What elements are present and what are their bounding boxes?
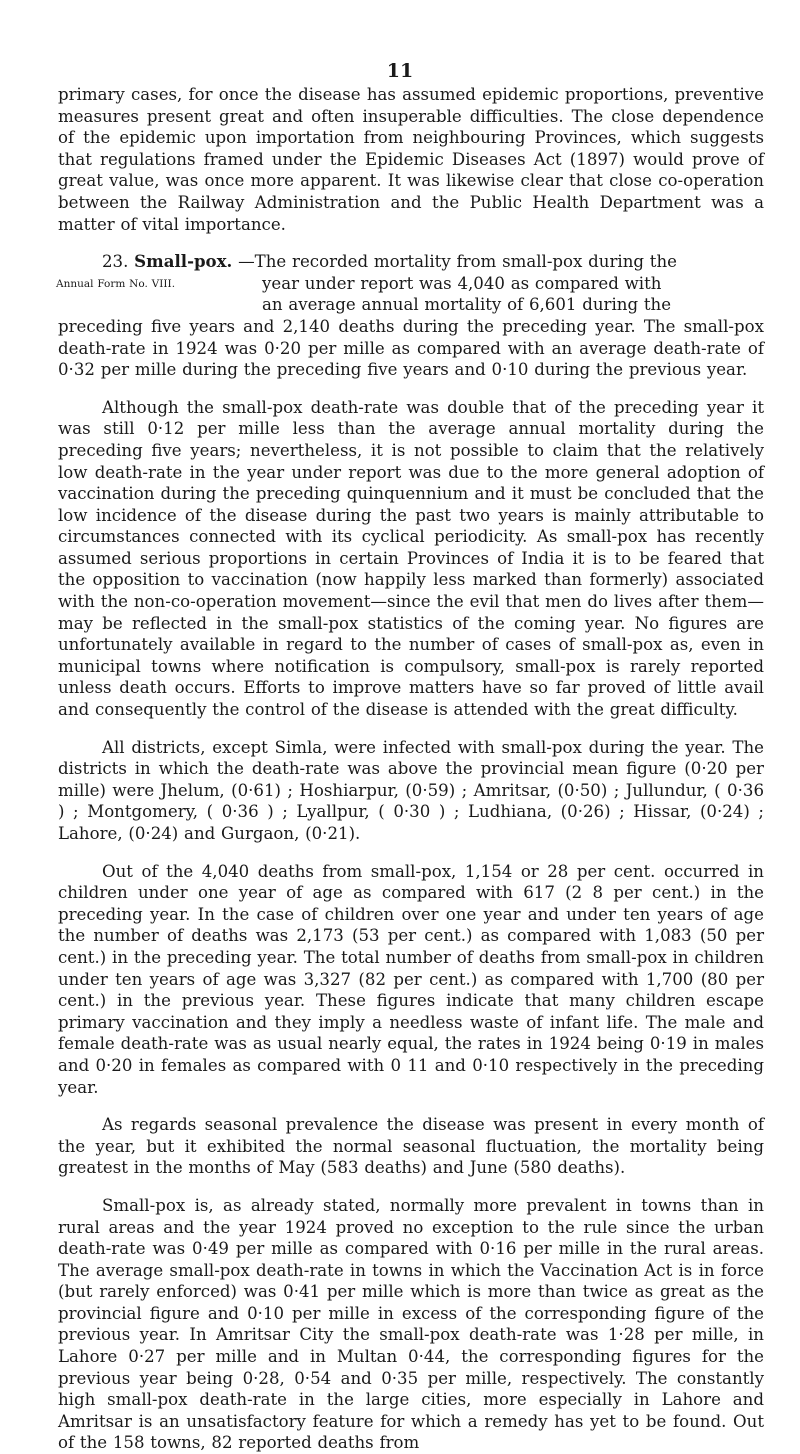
page-number: 11 [386, 60, 414, 82]
paragraph-child-deaths: Out of the 4,040 deaths from small-pox, 1,154 or 28 per cent. occurred in children under one year of age as compared with 617 (2 8 per cent.) in the preceding year. In the case of children over one year and under ten years of age the number of deaths was 2,173 (53 per cent.) as compared with 1,083 (50 per cent.) in the preceding year. The total number of deaths from small-pox in children under ten years of age was 3,327 (82 per cent.) as compared with 1,700 (80 per cent.) in the previous year. These figures indicate that many children escape primary vaccination and they imply a needless waste of infant life. The male and female death-rate was as usual nearly equal, the rates in 1924 being 0·19 in males and 0·20 in females as compared with 0 11 and 0·10 respectively in the preceding year. [58, 861, 764, 1097]
section-number: 23. [102, 252, 129, 272]
paragraph-gap [58, 721, 764, 737]
section-heading: Small-pox. [134, 251, 233, 272]
section-23-line-2: year under report was 4,040 as compared with [262, 273, 662, 293]
paragraph-seasonal-prevalence: As regards seasonal prevalence the disease was present in every month of the year, but it exhibited the normal seasonal fluctuation, the mortality being greatest in the months of May (583 deaths) and June (580 deaths). [58, 1115, 764, 1178]
paragraph-gap [58, 845, 764, 861]
section-23-body: preceding five years and 2,140 deaths during the preceding year. The small-pox death-rate in 1924 was 0·20 per mille as compared with an average death-rate of 0·32 per mille during the preceding five years and 0·10 during the previous year. [58, 316, 764, 380]
section-23-line-1-text: —The recorded mortality from small-pox during the [232, 252, 677, 272]
paragraph-death-rate-analysis: Although the small-pox death-rate was double that of the preceding year it was still 0·12 per mille less than the average annual mortality during the preceding five years; nevertheless, it is not possible to claim that the relatively low death-rate in the year under report was due to the more general adoption of vaccination during the preceding quinquennium and it must be concluded that the low incidence of the disease during the past two years is mainly attributable to circumstances connected with its cyclical periodicity. As small-pox has recently assumed serious proportions in certain Provinces of India it is to be feared that the opposition to vaccination (now happily less marked than formerly) associated with the non-co-operation movement—since the evil that men do lives after them—may be reflected in the small-pox statistics of the coming year. No figures are unfortunately available in regard to the number of cases of small-pox as, even in municipal towns where notification is compulsory, small-pox is rarely reported unless death occurs. Efforts to improve matters have so far proved of little avail and consequently the control of the disease is attended with the great difficulty. [58, 397, 764, 720]
paragraph-urban-rural: Small-pox is, as already stated, normally more prevalent in towns than in rural areas and the year 1924 proved no exception to the rule since the urban death-rate was 0·49 per mille as compared with 0·16 per mille in the rural areas. The average small-pox death-rate in towns in which the Vaccination Act is in force (but rarely enforced) was 0·41 per mille which is more than twice as great as the provincial figure and 0·10 per mille in excess of the corresponding figure of the previous year. In Amritsar City the small-pox death-rate was 1·28 per mille, in Lahore 0·27 per mille and in Multan 0·44, the corresponding figures for the previous year being 0·28, 0·54 and 0·35 per mille, respectively. The constantly high small-pox death-rate in the large cities, more especially in Lahore and Amritsar is an unsatisfactory feature for which a remedy has yet to be found. Out of the 158 towns, 82 reported deaths from [58, 1195, 764, 1453]
body-text [58, 84, 764, 1454]
paragraph-gap [58, 235, 764, 251]
paragraph-districts-infected: All districts, except Simla, were infected with small-pox during the year. The districts in which the death-rate was above the provincial mean figure (0·20 per mille) were Jhelum, (0·61) ; Hoshiarpur, (0·59) ; Amritsar, (0·50) ; Jullundur, ( 0·36 ) ; Montgomery, ( 0·36 ) ; Lyallpur, ( 0·30 ) ; Ludhiana, (0·26) ; Hissar, (0·24) ; Lahore, (0·24) and Gurgaon, (0·21). [58, 737, 764, 843]
section-23-line-1 [58, 251, 764, 273]
paragraph-gap [58, 1179, 764, 1195]
section-23-small-pox [58, 251, 764, 381]
paragraph-gap [58, 381, 764, 397]
paragraph-epidemic-measures: primary cases, for once the disease has assumed epidemic proportions, preventive measures present great and often insuperable difficulties. The close dependence of the epidemic upon importation from neighbouring Provinces, which suggests that regulations framed under the Epidemic Diseases Act (1897) would prove of great value, was once more apparent. It was likewise clear that close co-operation between the Railway Administration and the Public Health Department was a matter of vital importance. [58, 85, 764, 234]
section-23-line-3: an average annual mortality of 6,601 during the [262, 295, 672, 315]
paragraph-gap [58, 1098, 764, 1114]
margin-note-annual-form: Annual Form No. VIII. [56, 278, 176, 291]
